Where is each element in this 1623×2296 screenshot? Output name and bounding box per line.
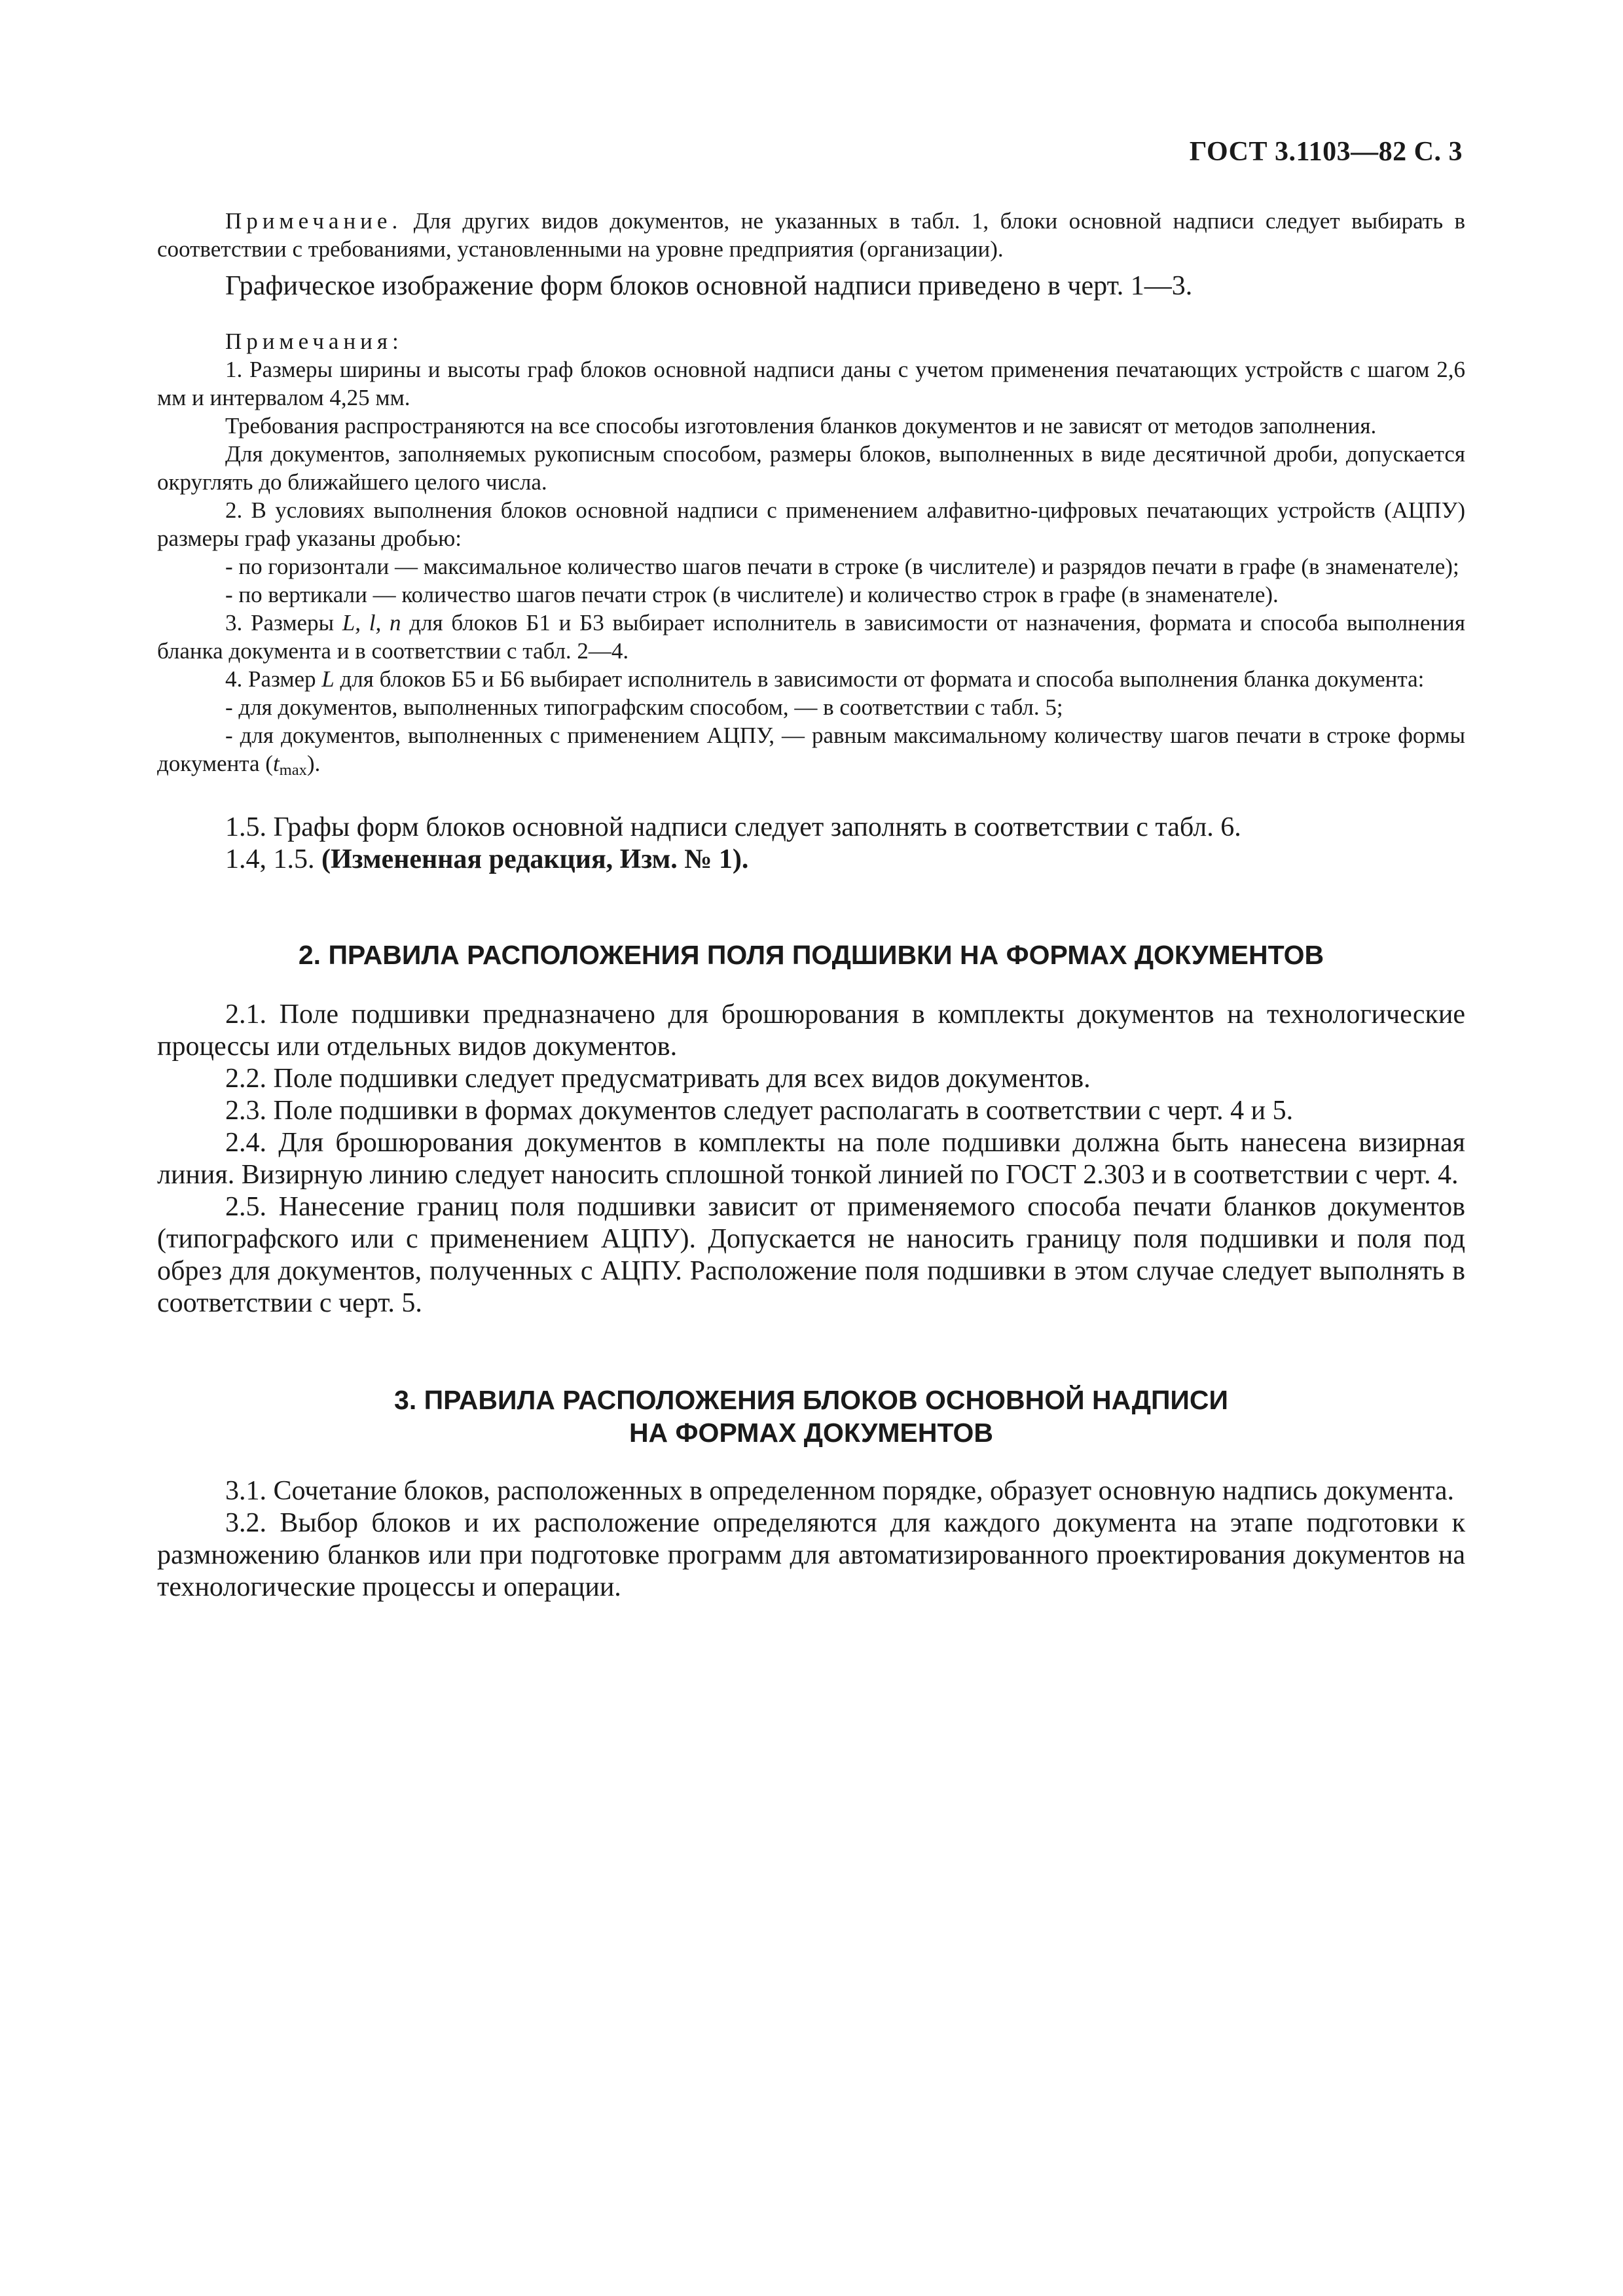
note-text: Для других видов документов, не указанных в табл. 1, блоки основной надписи следует выбирать в соответствии с требованиями, установленными на уровне предприятия (организации). [157, 208, 1465, 262]
paragraph-3-1: 3.1. Сочетание блоков, расположенных в определенном порядке, образует основную надпись документа. [225, 1476, 1455, 1506]
note-3 [157, 609, 1465, 665]
note-4b-pre: - для документов, выполненных с применением АЦПУ, — равным максимальному количеству шагов печати в строке формы документа ( [157, 723, 1465, 776]
note-4b-sub: max [279, 761, 307, 780]
paragraph-2-1: 2.1. Поле подшивки предназначено для брошюрования в комплекты документов на технологические процессы или отдельных видов документов. [157, 999, 1465, 1062]
note-4b [157, 721, 1465, 778]
note-1b: Требования распространяются на все способы изготовления бланков документов и не зависят от методов заполнения. [225, 413, 1377, 439]
note-4b-t: t [272, 751, 280, 776]
paragraph-3-2: 3.2. Выбор блоков и их расположение определяются для каждого документа на этапе подготовки к размножению бланков или при подготовке программ для автоматизированного проектирования документов на технологические процессы и операции. [157, 1508, 1465, 1602]
amendment-bold: (Измененная редакция, Изм. № 1). [314, 844, 749, 874]
note-2: 2. В условиях выполнения блоков основной надписи с применением алфавитно-цифровых печатающих устройств (АЦПУ) размеры граф указаны дробью: [157, 497, 1465, 551]
note-4-italic: L [321, 666, 335, 692]
notes-label: Примечания: [225, 329, 403, 354]
note-label: Примечание. [225, 208, 403, 234]
note-3-italic: L, l, n [342, 610, 401, 636]
amendment-ref: 1.4, 1.5. [225, 844, 315, 874]
note-3-post: для блоков Б1 и Б3 выбирает исполнитель в зависимости от назначения, формата и способа выполнения бланка документа и в соответствии с табл. 2—4. [157, 610, 1465, 664]
amendment-note [157, 844, 1465, 876]
note-4-post: для блоков Б5 и Б6 выбирает исполнитель в зависимости от формата и способа выполнения бланка документа: [334, 666, 1425, 692]
section-2-title: 2. ПРАВИЛА РАСПОЛОЖЕНИЯ ПОЛЯ ПОДШИВКИ НА ФОРМАХ ДОКУМЕНТОВ [298, 940, 1324, 970]
note-2a: - по горизонтали — максимальное количество шагов печати в строке (в числителе) и разрядов печати в графе (в знаменателе); [225, 554, 1459, 579]
note-2b: - по вертикали — количество шагов печати строк (в числителе) и количество строк в графе (в знаменателе). [225, 582, 1279, 607]
page-content [157, 207, 1465, 1604]
note-top [157, 207, 1465, 263]
paragraph-2-2: 2.2. Поле подшивки следует предусматривать для всех видов документов. [225, 1064, 1091, 1094]
note-1c: Для документов, заполняемых рукописным способом, размеры блоков, выполненных в виде десятичной дроби, допускается округлять до ближайшего целого числа. [157, 441, 1465, 495]
section-3-title-line-2: НА ФОРМАХ ДОКУМЕНТОВ [629, 1418, 994, 1448]
note-4 [157, 665, 1465, 693]
section-3-title [157, 1384, 1465, 1449]
paragraph-1-5: 1.5. Графы форм блоков основной надписи следует заполнять в соответствии с табл. 6. [225, 812, 1241, 842]
page-header: ГОСТ 3.1103—82 С. 3 [1189, 137, 1463, 167]
note-3-pre: 3. Размеры [225, 610, 342, 636]
note-1a: 1. Размеры ширины и высоты граф блоков основной надписи даны с учетом применения печатающих устройств с шагом 2,6 мм и интервалом 4,25 мм. [157, 357, 1465, 410]
note-4a: - для документов, выполненных типографским способом, — в соответствии с табл. 5; [225, 694, 1063, 720]
paragraph-2-5: 2.5. Нанесение границ поля подшивки зависит от применяемого способа печати бланков документов (типографского или с применением АЦПУ). Допускается не наносить границу поля подшивки и поля под обрез для документов, полученных с АЦПУ. Расположение поля подшивки в этом случае следует выполнять в соответствии с черт. 5. [157, 1192, 1465, 1318]
section-3-title-line-1: 3. ПРАВИЛА РАСПОЛОЖЕНИЯ БЛОКОВ ОСНОВНОЙ НАДПИСИ [394, 1385, 1228, 1415]
note-4b-post: ). [306, 751, 321, 776]
paragraph-2-4: 2.4. Для брошюрования документов в комплекты на поле подшивки должна быть нанесена визирная линия. Визирную линию следует наносить сплошной тонкой линией по ГОСТ 2.303 и в соответствии с черт. 4. [157, 1128, 1465, 1190]
note-4-pre: 4. Размер [225, 666, 322, 692]
graphic-paragraph: Графическое изображение форм блоков основной надписи приведено в черт. 1—3. [225, 271, 1193, 301]
paragraph-2-3: 2.3. Поле подшивки в формах документов следует располагать в соответствии с черт. 4 и 5. [225, 1096, 1294, 1126]
